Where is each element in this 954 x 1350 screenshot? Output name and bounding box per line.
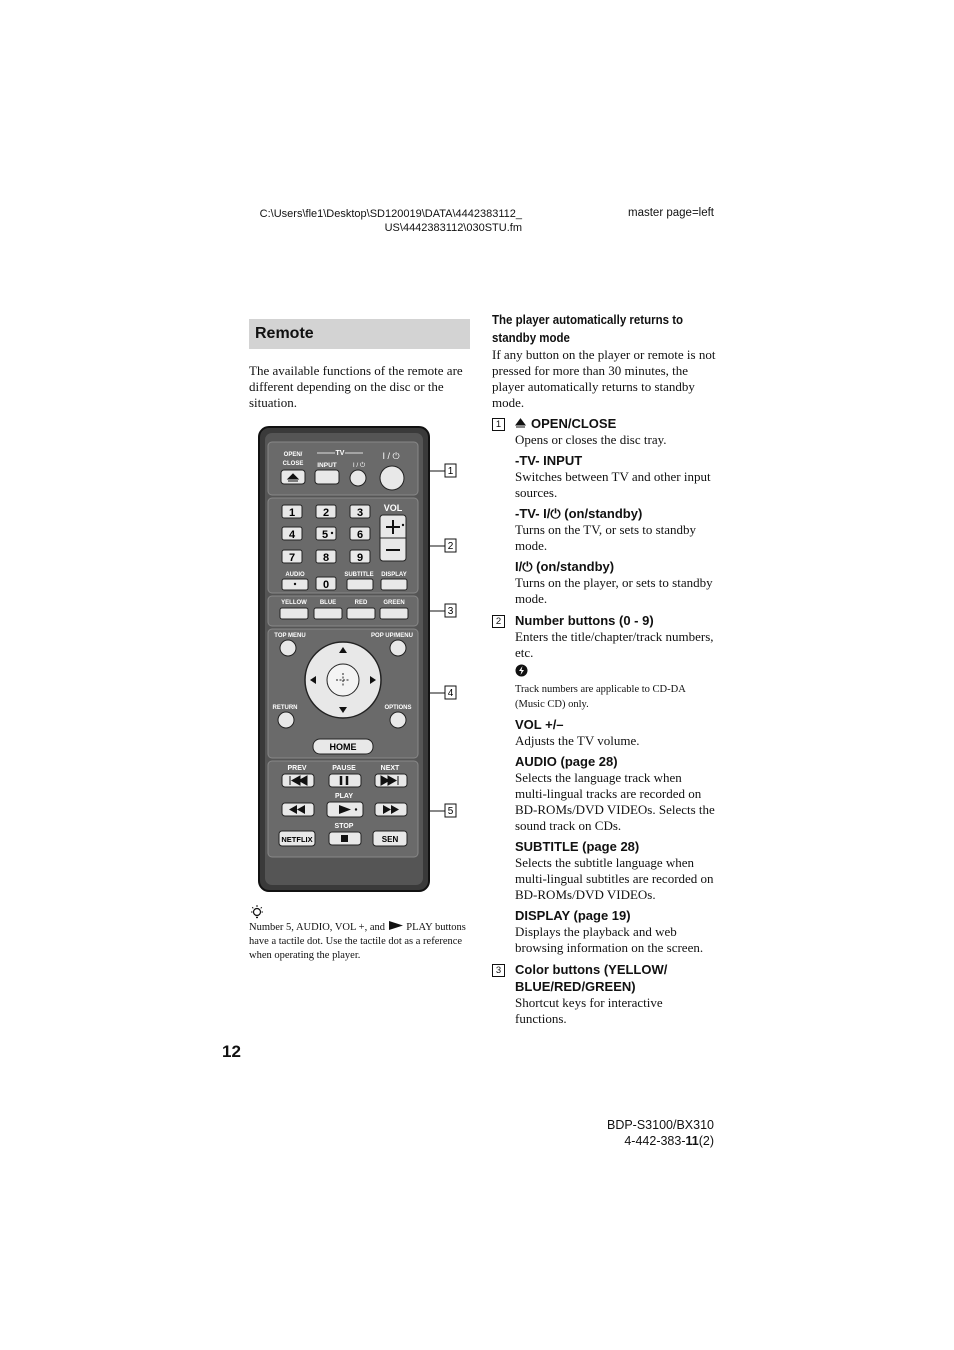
entry-1 bbox=[492, 415, 716, 607]
power-button[interactable] bbox=[380, 466, 404, 490]
open-close-heading bbox=[515, 415, 716, 432]
yellow-label: YELLOW bbox=[281, 600, 307, 606]
netflix-label: NETFLIX bbox=[281, 835, 313, 844]
stop-label: STOP bbox=[334, 823, 354, 830]
standby-title-text: The player automatically returns to standby mode bbox=[492, 313, 684, 345]
right-column bbox=[492, 311, 716, 1027]
subtitle-desc: Selects the subtitle language when multi-lingual subtitles are recorded on BD-ROMs/DVD VIDEOs. bbox=[515, 855, 714, 902]
tv-input-desc: Switches between TV and other input sources. bbox=[515, 469, 711, 500]
file-path-line1: C:\Users\fle1\Desktop\SD120019\DATA\4442383112_ bbox=[259, 208, 522, 220]
display-button[interactable] bbox=[381, 579, 407, 590]
document-code bbox=[590, 1133, 714, 1149]
file-path-line2: US\4442383112\030STU.fm bbox=[384, 222, 522, 234]
tip-text-start: Number 5, AUDIO, VOL +, and bbox=[249, 922, 388, 933]
code-prefix: 4-442-383- bbox=[624, 1134, 686, 1148]
digit-1-label: 1 bbox=[288, 507, 296, 519]
popup-menu-label: POP UP/MENU bbox=[371, 633, 413, 639]
display-label: DISPLAY bbox=[381, 572, 407, 578]
play-icon bbox=[388, 921, 404, 930]
model-number: BDP-S3100/BX310 bbox=[606, 1118, 714, 1132]
open-close-label: OPEN/ bbox=[283, 452, 303, 458]
eject-icon bbox=[515, 418, 526, 429]
svg-text:CLOSE: CLOSE bbox=[282, 461, 304, 467]
green-button[interactable] bbox=[380, 608, 408, 619]
audio-heading: AUDIO (page 28) bbox=[515, 754, 618, 769]
callout-4-label: 4 bbox=[447, 688, 454, 699]
page-number: 12 bbox=[222, 1042, 241, 1061]
remote-svg bbox=[255, 425, 465, 895]
color-buttons-heading: Color buttons (YELLOW/ BLUE/RED/GREEN) bbox=[515, 962, 668, 994]
callout-5-label: 5 bbox=[447, 806, 454, 817]
tv-power-desc: Turns on the TV, or sets to standby mode. bbox=[515, 522, 697, 553]
file-path bbox=[252, 207, 522, 235]
digit-9-label: 9 bbox=[356, 552, 364, 564]
color-buttons-desc: Shortcut keys for interactive functions. bbox=[515, 995, 663, 1026]
top-menu-label: TOP MENU bbox=[274, 633, 306, 639]
standby-title bbox=[492, 311, 698, 347]
subtitle-label: SUBTITLE bbox=[344, 572, 374, 578]
options-label: OPTIONS bbox=[384, 705, 412, 711]
entry-1-number: 1 bbox=[492, 418, 505, 431]
master-page-label: master page=left bbox=[628, 207, 714, 219]
digit-5-label: 5 bbox=[321, 529, 329, 541]
entry-2 bbox=[492, 612, 716, 956]
tip-text-end: PLAY buttons have a tactile dot. Use the tactile dot as a reference when operating the player. bbox=[249, 922, 466, 961]
next-label: NEXT bbox=[380, 765, 400, 772]
audio-desc: Selects the language track when multi-lingual tracks are recorded on BD-ROMs/DVD VIDEOs. Selects the sound track on CDs. bbox=[515, 770, 715, 833]
number-buttons-heading: Number buttons (0 - 9) bbox=[515, 613, 654, 628]
note-icon bbox=[515, 664, 716, 682]
code-suffix: (2) bbox=[698, 1134, 714, 1148]
green-label: GREEN bbox=[383, 600, 405, 606]
options-button[interactable] bbox=[390, 712, 406, 728]
blue-button[interactable] bbox=[314, 608, 342, 619]
vol-desc: Adjusts the TV volume. bbox=[515, 733, 640, 748]
tv-label: TV bbox=[335, 450, 345, 457]
return-label: RETURN bbox=[272, 705, 298, 711]
entry-3-number: 3 bbox=[492, 964, 505, 977]
power-heading: I/⏻ (on/standby) bbox=[515, 559, 615, 574]
vol-heading: VOL +/– bbox=[515, 717, 564, 732]
callout-1-label: 1 bbox=[447, 466, 454, 477]
play-label: PLAY bbox=[334, 793, 354, 800]
red-button[interactable] bbox=[347, 608, 375, 619]
sen-label: SEN bbox=[381, 835, 399, 844]
power-label: I / ⏻ bbox=[382, 451, 400, 461]
display-desc: Displays the playback and web browsing information on the screen. bbox=[515, 924, 704, 955]
tactile-dot bbox=[331, 532, 333, 534]
section-title: Remote bbox=[255, 325, 314, 342]
digit-8-label: 8 bbox=[322, 552, 330, 564]
tv-power-heading: -TV- I/⏻ (on/standby) bbox=[515, 506, 643, 521]
return-button[interactable] bbox=[278, 712, 294, 728]
callout-3-label: 3 bbox=[447, 606, 454, 617]
tip-text bbox=[249, 921, 471, 963]
audio-label: AUDIO bbox=[285, 572, 305, 578]
footer-model-block bbox=[590, 1117, 714, 1149]
input-label: INPUT bbox=[317, 462, 337, 469]
entry-2-number: 2 bbox=[492, 615, 505, 628]
digit-2-label: 2 bbox=[322, 507, 330, 519]
code-revision: 11 bbox=[685, 1134, 699, 1148]
intro-paragraph: The available functions of the remote are different depending on the disc or the situation. bbox=[249, 363, 463, 410]
remote-illustration bbox=[255, 425, 465, 895]
tv-power-button[interactable] bbox=[350, 470, 366, 486]
digit-3-label: 3 bbox=[356, 507, 364, 519]
open-close-heading-text: OPEN/CLOSE bbox=[531, 416, 617, 431]
home-label: HOME bbox=[329, 742, 357, 752]
subtitle-heading: SUBTITLE (page 28) bbox=[515, 839, 640, 854]
digit-0-label: 0 bbox=[322, 579, 330, 591]
number-buttons-desc: Enters the title/chapter/track numbers, etc. bbox=[515, 629, 714, 660]
callouts bbox=[430, 464, 456, 817]
power-desc: Turns on the player, or sets to standby mode. bbox=[515, 575, 713, 606]
blue-label: BLUE bbox=[319, 600, 337, 606]
tv-input-button[interactable] bbox=[315, 470, 339, 484]
digit-4-label: 4 bbox=[288, 529, 296, 541]
open-close-desc: Opens or closes the disc tray. bbox=[515, 432, 667, 447]
yellow-button[interactable] bbox=[280, 608, 308, 619]
top-menu-button[interactable] bbox=[280, 640, 296, 656]
popup-menu-button[interactable] bbox=[390, 640, 406, 656]
tv-input-heading: -TV- INPUT bbox=[515, 453, 583, 468]
subtitle-button[interactable] bbox=[347, 579, 373, 590]
note-text: Track numbers are applicable to CD-DA (Music CD) only. bbox=[515, 684, 686, 710]
entry-3 bbox=[492, 961, 716, 1027]
red-label: RED bbox=[354, 600, 368, 606]
digit-6-label: 6 bbox=[356, 529, 364, 541]
vol-label: VOL bbox=[383, 503, 403, 513]
callout-2-label: 2 bbox=[447, 541, 454, 552]
standby-body: If any button on the player or remote is not pressed for more than 30 minutes, the player automatically returns to standby mode. bbox=[492, 347, 716, 410]
display-heading: DISPLAY (page 19) bbox=[515, 908, 631, 923]
tv-power-label: I / ⏻ bbox=[352, 462, 366, 469]
pause-button[interactable] bbox=[329, 774, 361, 787]
prev-label: PREV bbox=[287, 765, 307, 772]
stop-icon bbox=[341, 835, 348, 842]
digit-7-label: 7 bbox=[288, 552, 296, 564]
pause-label: PAUSE bbox=[332, 765, 356, 772]
